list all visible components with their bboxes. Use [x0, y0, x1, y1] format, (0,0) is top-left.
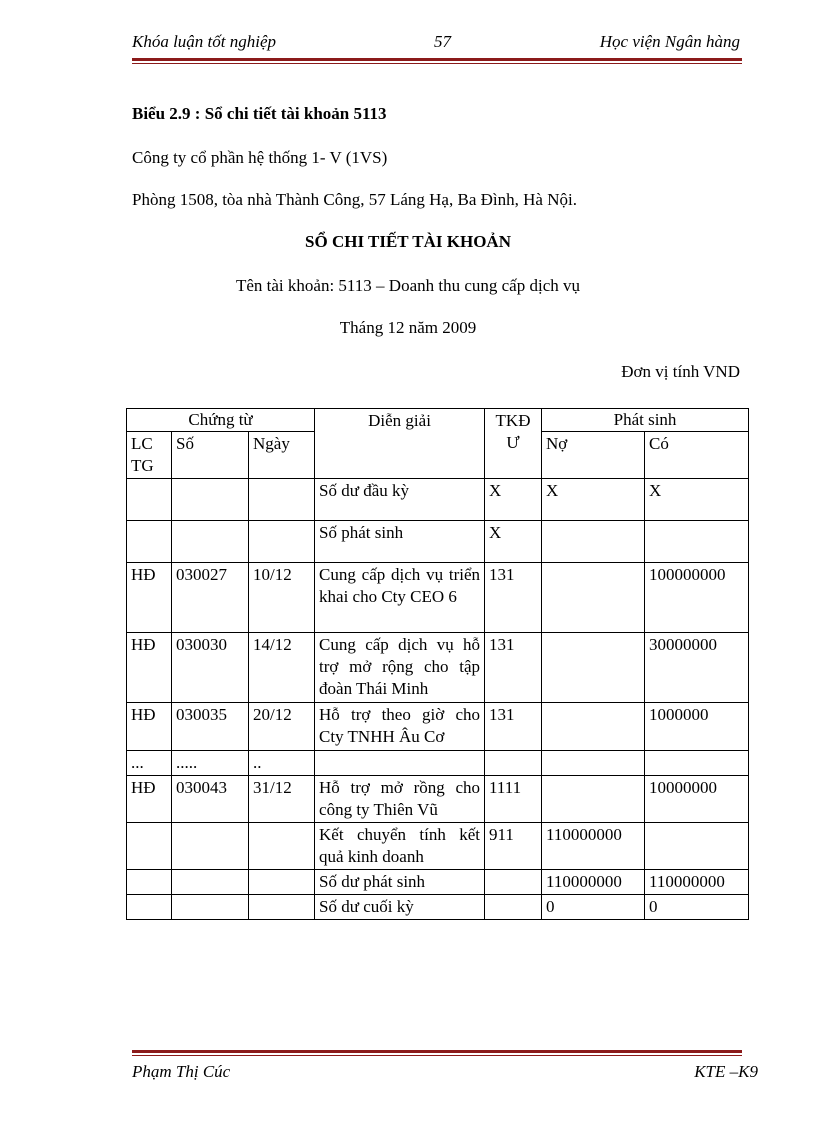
debit-cell [542, 521, 645, 563]
description-cell: Cung cấp dịch vụ triển khai cho Cty CEO 6 [315, 563, 485, 633]
voucher-type-cell: HĐ [127, 776, 172, 823]
voucher-date-cell [249, 521, 315, 563]
debit-cell: X [542, 479, 645, 521]
voucher-date-header: Ngày [249, 432, 315, 479]
description-header: Diễn giải [315, 409, 485, 479]
contra-account-cell: X [485, 521, 542, 563]
voucher-date-cell [249, 823, 315, 870]
voucher-number-cell: 030027 [172, 563, 249, 633]
voucher-type-cell [127, 479, 172, 521]
header-thesis-label: Khóa luận tốt nghiệp [132, 32, 277, 51]
header-row-1 [127, 409, 749, 432]
transactions-header: Phát sinh [542, 409, 749, 432]
period: Tháng 12 năm 2009 [339, 318, 477, 337]
account-name: Tên tài khoản: 5113 – Doanh thu cung cấp dịch vụ [235, 276, 580, 295]
header-rule-thin [132, 63, 742, 64]
voucher-number-header: Số [172, 432, 249, 479]
ledger-table [126, 408, 749, 920]
credit-cell [645, 751, 749, 776]
contra-account-header: TKĐ Ư [485, 409, 542, 479]
table-row [127, 870, 749, 895]
table-row [127, 895, 749, 920]
voucher-type-cell: HĐ [127, 633, 172, 703]
credit-cell: X [645, 479, 749, 521]
header-rule [132, 58, 742, 61]
footer-rule-thin [132, 1055, 742, 1056]
contra-account-cell: X [485, 479, 542, 521]
voucher-type-cell: HĐ [127, 703, 172, 751]
credit-header: Có [645, 432, 749, 479]
author-name: Phạm Thị Cúc [132, 1062, 231, 1081]
header-institution: Học viện Ngân hàng [599, 32, 740, 51]
page-header [132, 32, 740, 58]
description-cell: Số dư phát sinh [315, 870, 485, 895]
voucher-type-cell [127, 870, 172, 895]
contra-account-cell [485, 895, 542, 920]
debit-cell: 110000000 [542, 870, 645, 895]
credit-cell: 110000000 [645, 870, 749, 895]
voucher-date-cell: .. [249, 751, 315, 776]
debit-cell [542, 751, 645, 776]
voucher-date-cell: 20/12 [249, 703, 315, 751]
voucher-number-cell [172, 870, 249, 895]
voucher-number-cell [172, 521, 249, 563]
contra-account-cell: 1111 [485, 776, 542, 823]
table-row [127, 823, 749, 870]
voucher-type-cell [127, 895, 172, 920]
debit-cell [542, 633, 645, 703]
form-title: Biểu 2.9 : Sổ chi tiết tài khoản 5113 [132, 104, 387, 123]
debit-cell [542, 703, 645, 751]
table-row [127, 703, 749, 751]
voucher-type-header: LC TG [127, 432, 172, 479]
voucher-date-cell [249, 479, 315, 521]
credit-cell: 1000000 [645, 703, 749, 751]
table-row [127, 776, 749, 823]
description-cell: Kết chuyển tính kết quả kinh doanh [315, 823, 485, 870]
table-row [127, 633, 749, 703]
voucher-number-cell [172, 823, 249, 870]
voucher-type-cell: ... [127, 751, 172, 776]
voucher-date-cell: 10/12 [249, 563, 315, 633]
voucher-date-cell: 14/12 [249, 633, 315, 703]
credit-cell: 0 [645, 895, 749, 920]
voucher-date-cell: 31/12 [249, 776, 315, 823]
table-row [127, 751, 749, 776]
voucher-number-cell: 030043 [172, 776, 249, 823]
voucher-number-cell [172, 895, 249, 920]
voucher-type-cell [127, 823, 172, 870]
contra-account-cell [485, 751, 542, 776]
voucher-type-cell: HĐ [127, 563, 172, 633]
debit-header: Nợ [542, 432, 645, 479]
voucher-type-cell [127, 521, 172, 563]
description-cell: Cung cấp dịch vụ hỗ trợ mở rộng cho tập đoàn Thái Minh [315, 633, 485, 703]
voucher-number-cell: ..... [172, 751, 249, 776]
description-cell: Số phát sinh [315, 521, 485, 563]
credit-cell [645, 521, 749, 563]
credit-cell [645, 823, 749, 870]
contra-account-cell: 131 [485, 703, 542, 751]
debit-cell: 110000000 [542, 823, 645, 870]
debit-cell [542, 776, 645, 823]
description-cell [315, 751, 485, 776]
contra-account-cell: 131 [485, 563, 542, 633]
voucher-number-cell [172, 479, 249, 521]
class-code: KTE –K9 [694, 1062, 758, 1081]
debit-cell [542, 563, 645, 633]
table-row [127, 563, 749, 633]
description-cell: Số dư đầu kỳ [315, 479, 485, 521]
contra-account-cell [485, 870, 542, 895]
description-cell: Hỗ trợ theo giờ cho Cty TNHH Âu Cơ [315, 703, 485, 751]
voucher-date-cell [249, 870, 315, 895]
voucher-number-cell: 030030 [172, 633, 249, 703]
company-name: Công ty cổ phần hệ thống 1- V (1VS) [132, 148, 388, 167]
footer-rule [132, 1050, 742, 1053]
company-address: Phòng 1508, tòa nhà Thành Công, 57 Láng Hạ, Ba Đình, Hà Nội. [132, 190, 577, 209]
currency-unit: Đơn vị tính VND [621, 362, 740, 381]
voucher-date-cell [249, 895, 315, 920]
description-cell: Hỗ trợ mở rồng cho công ty Thiên Vũ [315, 776, 485, 823]
credit-cell: 100000000 [645, 563, 749, 633]
voucher-number-cell: 030035 [172, 703, 249, 751]
table-row [127, 479, 749, 521]
table-row [127, 521, 749, 563]
contra-account-cell: 131 [485, 633, 542, 703]
description-cell: Số dư cuối kỳ [315, 895, 485, 920]
page-number: 57 [434, 32, 451, 51]
credit-cell: 30000000 [645, 633, 749, 703]
debit-cell: 0 [542, 895, 645, 920]
contra-account-cell: 911 [485, 823, 542, 870]
credit-cell: 10000000 [645, 776, 749, 823]
ledger-title: SỔ CHI TIẾT TÀI KHOẢN [305, 232, 511, 251]
voucher-header: Chứng từ [127, 409, 315, 432]
